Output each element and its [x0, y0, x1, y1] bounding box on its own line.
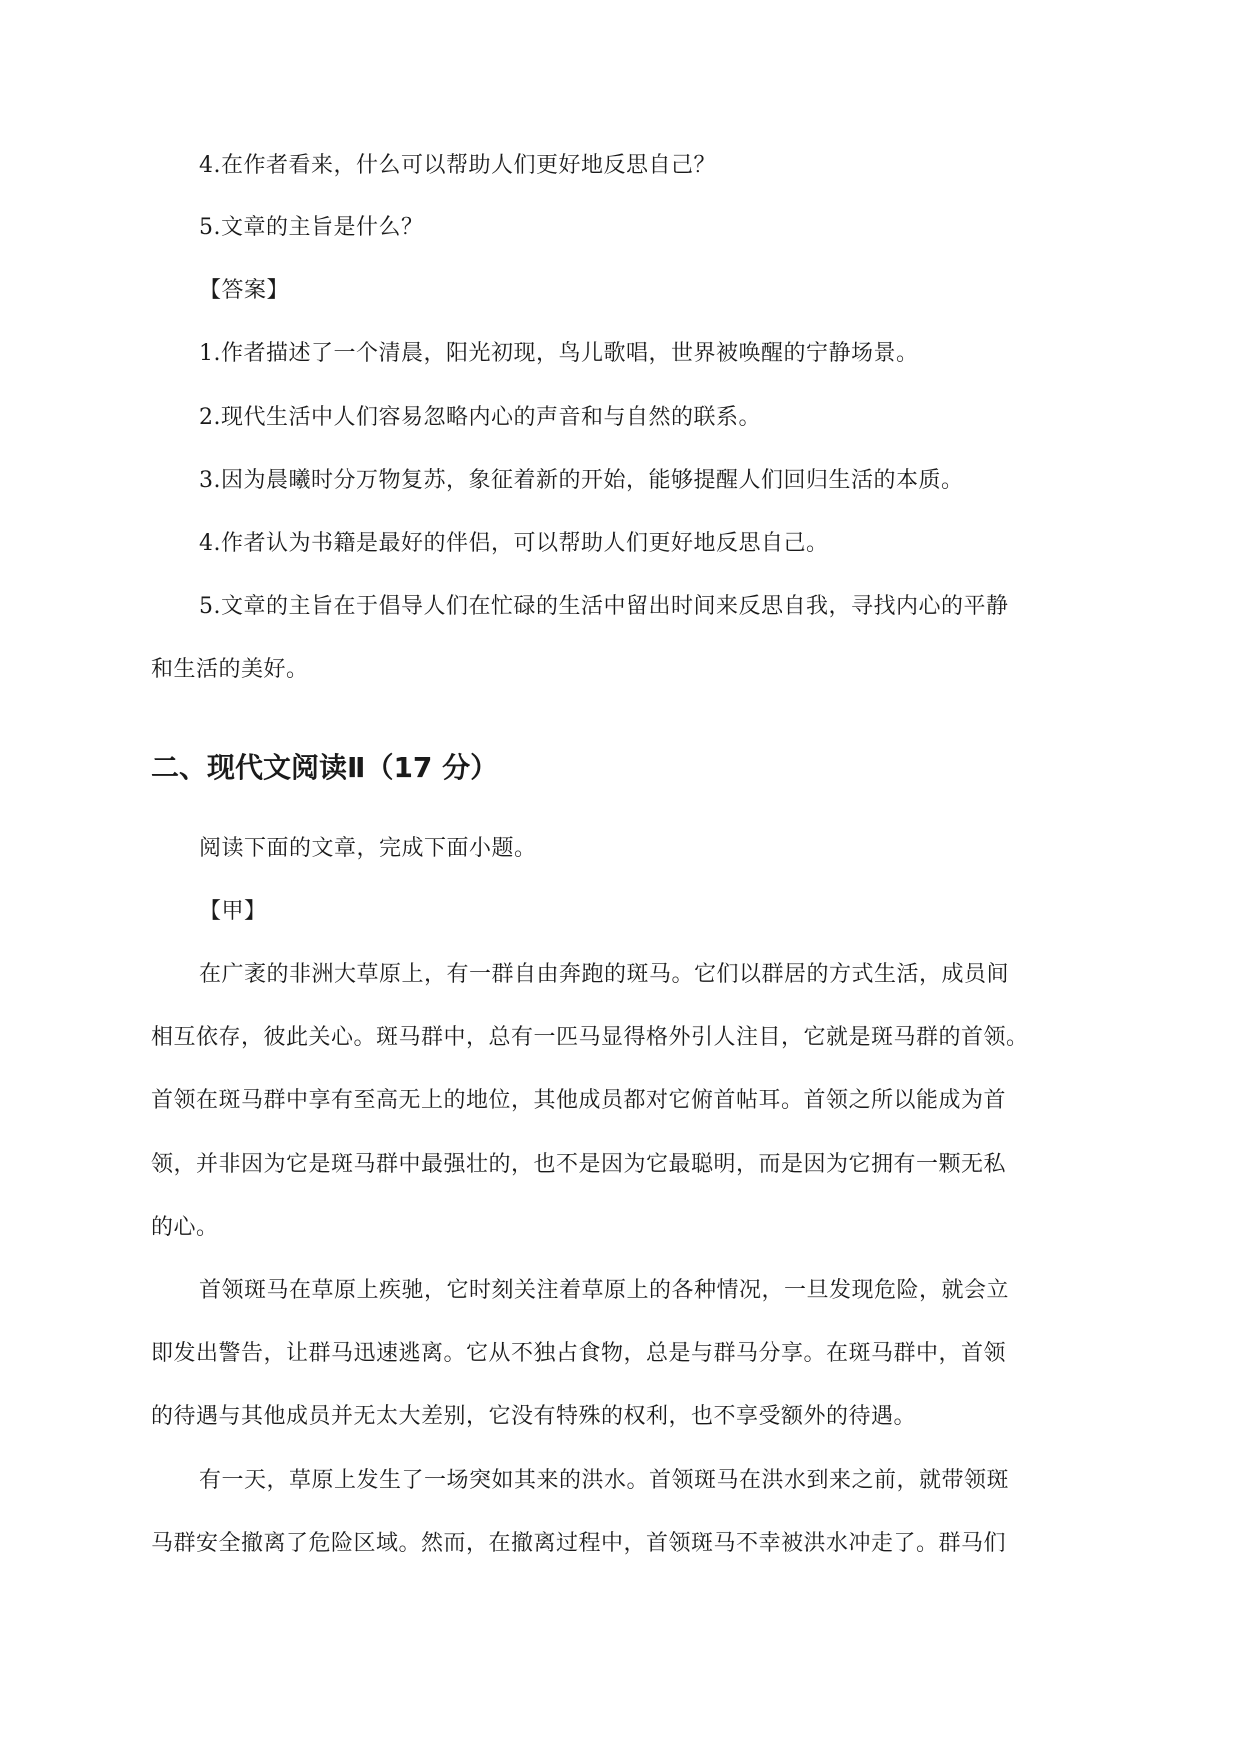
- paragraph-1-line: 首领在斑马群中享有至高无上的地位，其他成员都对它俯首帖耳。首领之所以能成为首: [151, 1088, 1007, 1113]
- paragraph-2-line: 首领斑马在草原上疾驰，它时刻关注着草原上的各种情况，一旦发现危险，就会立: [199, 1278, 1010, 1303]
- paragraph-1-line: 的心。: [151, 1215, 219, 1240]
- paragraph-3-line: 马群安全撤离了危险区域。然而，在撤离过程中，首领斑马不幸被洪水冲走了。群马们: [151, 1531, 1007, 1556]
- paragraph-2-line: 即发出警告，让群马迅速逃离。它从不独占食物，总是与群马分享。在斑马群中，首领: [151, 1341, 1007, 1366]
- paragraph-1-line: 相互依存，彼此关心。斑马群中，总有一匹马显得格外引人注目，它就是斑马群的首领。: [151, 1025, 1029, 1050]
- answer-2: 2.现代生活中人们容易忽略内心的声音和与自然的联系。: [199, 405, 761, 430]
- reading-instruction: 阅读下面的文章，完成下面小题。: [199, 836, 537, 861]
- answer-4: 4.作者认为书籍是最好的伴侣，可以帮助人们更好地反思自己。: [199, 531, 829, 556]
- question-4: 4.在作者看来，什么可以帮助人们更好地反思自己？: [199, 153, 716, 178]
- answer-5-line-1: 5.文章的主旨在于倡导人们在忙碌的生活中留出时间来反思自我，寻找内心的平静: [199, 594, 1009, 619]
- paragraph-3-line: 有一天，草原上发生了一场突如其来的洪水。首领斑马在洪水到来之前，就带领斑: [199, 1468, 1010, 1493]
- answer-1: 1.作者描述了一个清晨，阳光初现，鸟儿歌唱，世界被唤醒的宁静场景。: [199, 341, 919, 366]
- paragraph-2-line: 的待遇与其他成员并无太大差别，它没有特殊的权利，也不享受额外的待遇。: [151, 1404, 917, 1429]
- paragraph-1-line: 在广袤的非洲大草原上，有一群自由奔跑的斑马。它们以群居的方式生活，成员间: [199, 962, 1010, 987]
- part-label: 【甲】: [199, 899, 267, 924]
- answer-label: 【答案】: [199, 278, 290, 303]
- answer-5-line-2: 和生活的美好。: [151, 657, 309, 682]
- section-heading: 二、现代文阅读Ⅱ（17 分）: [151, 751, 499, 784]
- answer-3: 3.因为晨曦时分万物复苏，象征着新的开始，能够提醒人们回归生活的本质。: [199, 468, 964, 493]
- question-5: 5.文章的主旨是什么？: [199, 215, 424, 240]
- paragraph-1-line: 领，并非因为它是斑马群中最强壮的，也不是因为它最聪明，而是因为它拥有一颗无私: [151, 1152, 1007, 1177]
